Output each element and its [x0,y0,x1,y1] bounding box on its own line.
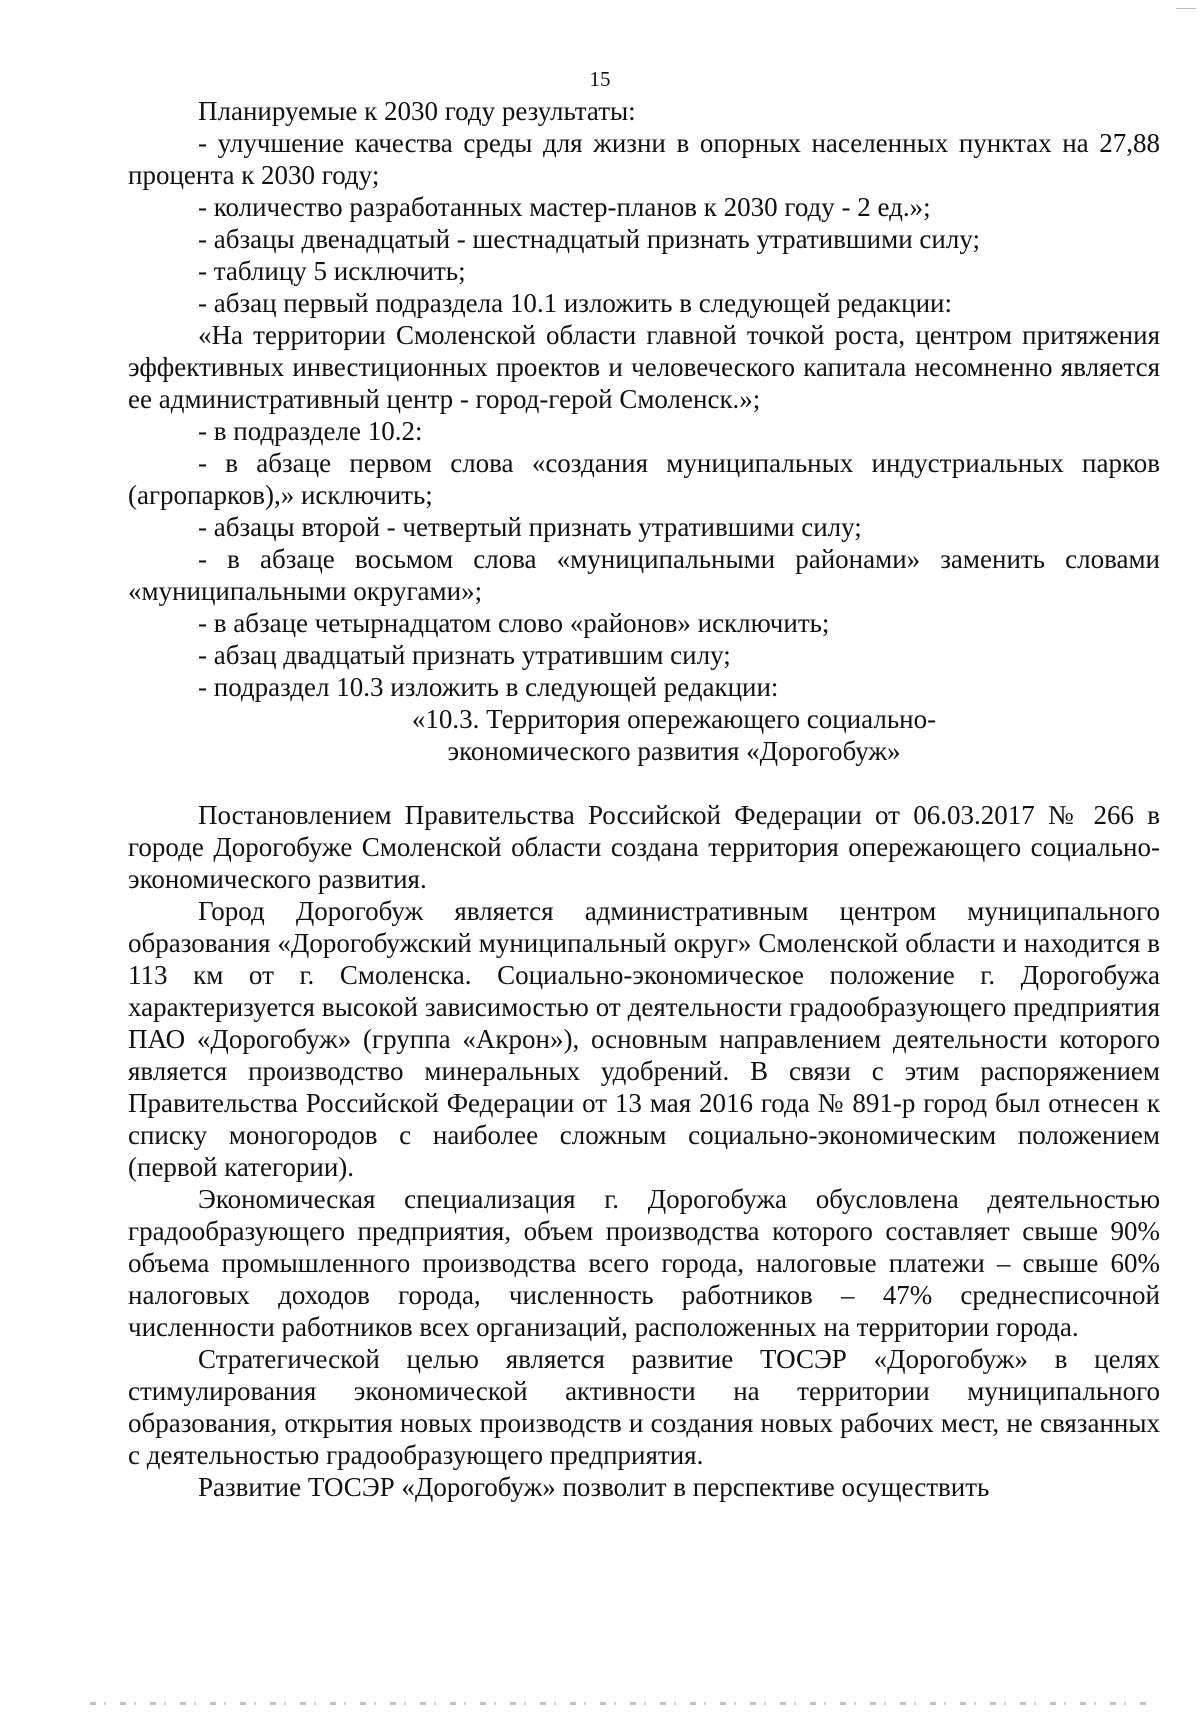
paragraph: - таблицу 5 исключить; [198,256,466,286]
paragraph: - абзацы двенадцатый - шестнадцатый признать утратившими силу; [198,224,980,254]
paragraph: - в абзаце четырнадцатом слово «районов» исключить; [198,608,830,638]
paragraph: - улучшение качества среды для жизни в опорных населенных пунктах на 27,88 процента к 2030 году; [128,128,1160,190]
paragraph: - подраздел 10.3 изложить в следующей редакции: [198,672,779,702]
paragraph: - в абзаце первом слова «создания муниципальных индустриальных парков (агропарков),» исключить; [128,448,1160,510]
paragraph: - в абзаце восьмом слова «муниципальными районами» заменить словами «муниципальными округами»; [128,544,1160,606]
paragraph: - в подразделе 10.2: [198,416,423,446]
section-paragraph: Город Дорогобуж является административным центром муниципального образования «Дорогобужский муниципальный округ» Смоленской области и находится в 113 км от г. Смоленска. Социально-экономическое положение г. Дорогобужа характеризуется высокой зависимостью от деятельности градообразующего предприятия ПАО «Дорогобуж» (группа «Акрон»), основным направлением деятельности которого является производство минеральных удобрений. В связи с этим распоряжением Правительства Российской Федерации от 13 мая 2016 года № 891-р город был отнесен к списку моногородов с наиболее сложным социально-экономическим положением (первой категории). [128,896,1160,1182]
section-title-line: экономического развития «Дорогобуж» [447,736,901,766]
document-body [128,95,1160,1503]
page-number: 15 [589,67,611,91]
section-paragraph: Экономическая специализация г. Дорогобужа обусловлена деятельностью градообразующего предприятия, объем производства которого составляет свыше 90% объема промышленного производства всего города, налоговые платежи – свыше 60% налоговых доходов города, численность работников – 47% среднесписочной численности работников всех организаций, расположенных на территории города. [128,1184,1160,1342]
scan-artifact-line [90,1702,1150,1705]
section-paragraph: Постановлением Правительства Российской Федерации от 06.03.2017 № 266 в городе Дорогобуже Смоленской области создана территория опережающего социально-экономического развития. [128,800,1160,894]
paragraph: - абзац двадцатый признать утратившим силу; [198,640,731,670]
paragraph: - абзац первый подраздела 10.1 изложить в следующей редакции: [198,288,952,318]
section-paragraph: Развитие ТОСЭР «Дорогобуж» позволит в перспективе осуществить [198,1472,990,1502]
section-paragraph: Стратегической целью является развитие ТОСЭР «Дорогобуж» в целях стимулирования экономической активности на территории муниципального образования, открытия новых производств и создания новых рабочих мест, не связанных с деятельностью градообразующего предприятия. [128,1344,1160,1470]
paragraph: - количество разработанных мастер-планов к 2030 году - 2 ед.»; [198,192,931,222]
paragraph: - абзацы второй - четвертый признать утратившими силу; [198,512,862,542]
paragraph: «На территории Смоленской области главной точкой роста, центром притяжения эффективных инвестиционных проектов и человеческого капитала несомненно является ее административный центр - город-герой Смоленск.»; [128,320,1160,414]
paragraph: Планируемые к 2030 году результаты: [198,96,636,126]
scan-edge-mark [1176,0,1196,9]
section-title [128,703,1160,767]
section-title-line: «10.3. Территория опережающего социально- [411,704,937,734]
